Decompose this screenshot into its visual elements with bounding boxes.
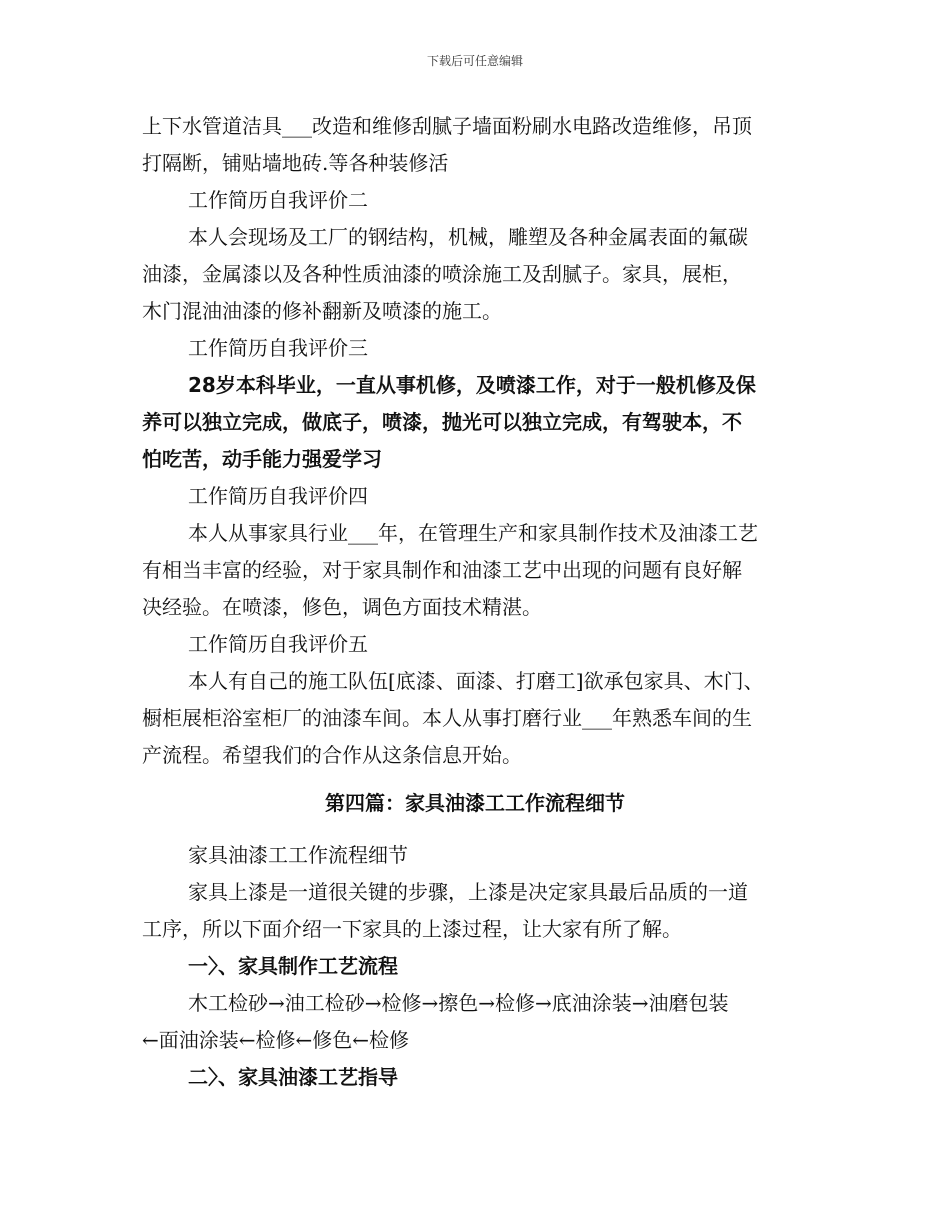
- body-line: 上下水管道洁具___改造和维修刮腻子墙面粉刷水电路改造维修，吊顶: [142, 114, 752, 138]
- bold-line: 养可以独立完成，做底子，喷漆，抛光可以独立完成，有驾驶本，不: [142, 410, 742, 434]
- section-title: 第四篇：家具油漆工工作流程细节: [325, 791, 625, 815]
- body-line: 木门混油油漆的修补翻新及喷漆的施工。: [142, 299, 502, 323]
- body-line: 油漆，金属漆以及各种性质油漆的喷涂施工及刮腻子。家具，展柜，: [142, 262, 742, 286]
- body-line: 本人会现场及工厂的钢结构，机械，雕塑及各种金属表面的氟碳: [188, 225, 748, 249]
- subheading: 工作简历自我评价五: [188, 632, 368, 656]
- subheading: 工作简历自我评价四: [188, 484, 368, 508]
- body-line: 决经验。在喷漆，修色，调色方面技术精湛。: [142, 595, 542, 619]
- body-line: 工序，所以下面介绍一下家具的上漆过程，让大家有所了解。: [142, 917, 682, 941]
- body-line: 本人从事家具行业___年，在管理生产和家具制作技术及油漆工艺: [188, 521, 758, 545]
- body-line: 产流程。希望我们的合作从这条信息开始。: [142, 743, 522, 767]
- bold-line: 28岁本科毕业，一直从事机修，及喷漆工作，对于一般机修及保: [188, 373, 756, 397]
- bold-line: 怕吃苦，动手能力强爱学习: [142, 447, 382, 471]
- process-heading: 一〉、家具制作工艺流程: [188, 954, 398, 978]
- page-header: 下载后可任意编辑: [426, 54, 523, 68]
- subheading: 工作简历自我评价三: [188, 336, 368, 360]
- body-line: 打隔断，铺贴墙地砖.等各种装修活: [142, 151, 449, 175]
- subheading: 工作简历自我评价二: [188, 188, 368, 212]
- body-line: 有相当丰富的经验，对于家具制作和油漆工艺中出现的问题有良好解: [142, 558, 742, 582]
- process-heading: 二〉、家具油漆工艺指导: [188, 1065, 398, 1089]
- process-flow-line: 木工检砂→油工检砂→检修→擦色→检修→底油涂装→油磨包装: [188, 991, 729, 1015]
- body-line: 橱柜展柜浴室柜厂的油漆车间。本人从事打磨行业___年熟悉车间的生: [142, 706, 752, 730]
- subheading: 家具油漆工工作流程细节: [188, 843, 408, 867]
- process-flow-line: ←面油涂装←检修←修色←检修: [142, 1028, 410, 1052]
- body-line: 本人有自己的施工队伍[底漆、面漆、打磨工]欲承包家具、木门、: [188, 669, 764, 693]
- body-line: 家具上漆是一道很关键的步骤，上漆是决定家具最后品质的一道: [188, 880, 748, 904]
